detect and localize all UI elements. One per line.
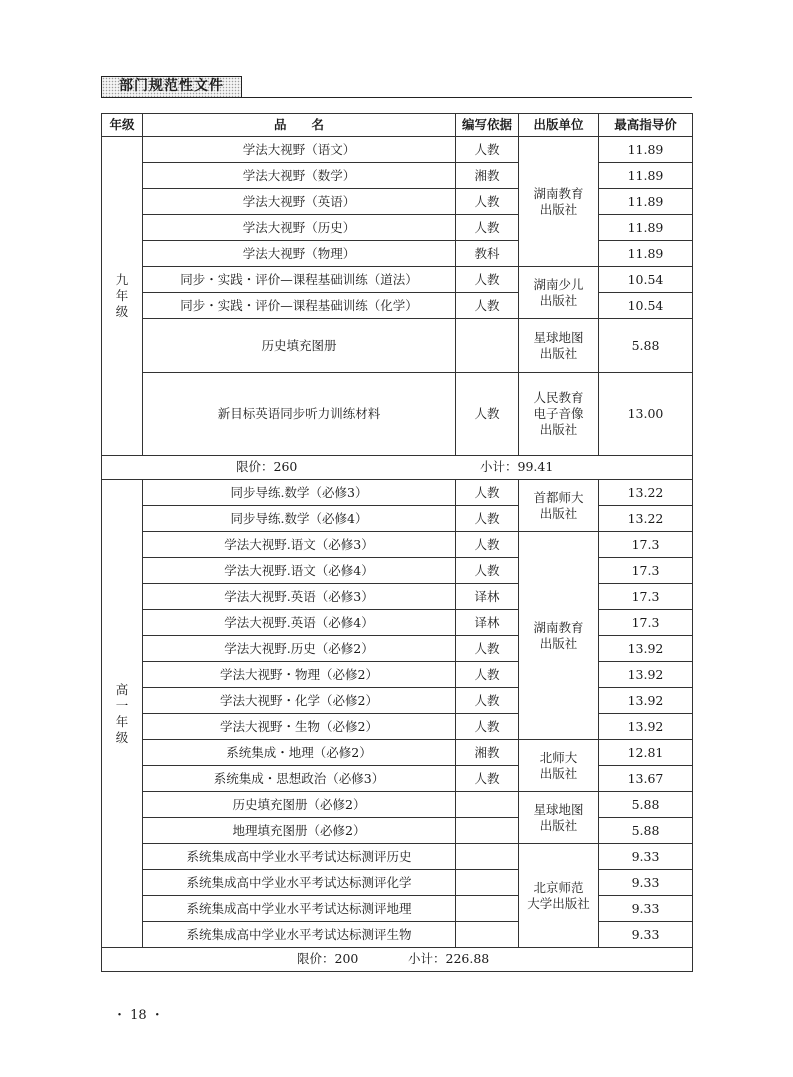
- item-basis: 人教: [456, 558, 519, 584]
- item-price: 13.92: [599, 636, 693, 662]
- item-basis: 译林: [456, 610, 519, 636]
- header-publisher: 出版单位: [519, 114, 599, 137]
- item-basis: 人教: [456, 373, 519, 456]
- item-price: 9.33: [599, 870, 693, 896]
- header-rule: [101, 97, 692, 98]
- table-row: [102, 766, 693, 792]
- item-price: 9.33: [599, 896, 693, 922]
- item-price: 13.00: [599, 373, 693, 456]
- table-row: [102, 506, 693, 532]
- item-name: 历史填充图册: [143, 319, 456, 373]
- item-price: 10.54: [599, 267, 693, 293]
- item-name: 学法大视野（英语）: [143, 189, 456, 215]
- item-basis: [456, 792, 519, 818]
- item-basis: 湘教: [456, 740, 519, 766]
- item-basis: 教科: [456, 241, 519, 267]
- item-basis: 人教: [456, 766, 519, 792]
- item-basis: 人教: [456, 267, 519, 293]
- item-price: 9.33: [599, 922, 693, 948]
- table-row: [102, 662, 693, 688]
- item-price: 9.33: [599, 844, 693, 870]
- item-name: 同步导练.数学（必修3）: [143, 480, 456, 506]
- table-row: [102, 818, 693, 844]
- item-basis: [456, 870, 519, 896]
- item-basis: [456, 922, 519, 948]
- item-price: 11.89: [599, 137, 693, 163]
- summary-row: [102, 456, 693, 480]
- item-price: 5.88: [599, 818, 693, 844]
- item-name: 学法大视野.历史（必修2）: [143, 636, 456, 662]
- table-row: [102, 610, 693, 636]
- item-name: 同步・实践・评价—课程基础训练（化学）: [143, 293, 456, 319]
- publisher-cell: 首都师大 出版社: [519, 480, 599, 532]
- table-row: [102, 532, 693, 558]
- table-row: [102, 870, 693, 896]
- item-basis: 人教: [456, 137, 519, 163]
- item-name: 地理填充图册（必修2）: [143, 818, 456, 844]
- table-row: [102, 267, 693, 293]
- table-row: [102, 137, 693, 163]
- publisher-cell: 湖南教育 出版社: [519, 532, 599, 740]
- table-row: [102, 319, 693, 373]
- item-name: 学法大视野・物理（必修2）: [143, 662, 456, 688]
- item-name: 学法大视野（语文）: [143, 137, 456, 163]
- table-row: [102, 714, 693, 740]
- item-basis: 人教: [456, 688, 519, 714]
- item-price: 5.88: [599, 792, 693, 818]
- item-name: 系统集成高中学业水平考试达标测评化学: [143, 870, 456, 896]
- item-name: 系统集成高中学业水平考试达标测评地理: [143, 896, 456, 922]
- summary-cell: [102, 456, 693, 480]
- item-price: 13.67: [599, 766, 693, 792]
- item-basis: 译林: [456, 584, 519, 610]
- publisher-cell: 湖南教育 出版社: [519, 137, 599, 267]
- price-table: [101, 113, 693, 972]
- table-row: [102, 636, 693, 662]
- item-price: 13.92: [599, 662, 693, 688]
- grade-cell-tenth: 高 一 年 级: [102, 480, 143, 948]
- item-name: 新目标英语同步听力训练材料: [143, 373, 456, 456]
- item-price: 11.89: [599, 163, 693, 189]
- publisher-cell: 星球地图 出版社: [519, 319, 599, 373]
- item-price: 13.92: [599, 688, 693, 714]
- item-name: 学法大视野・生物（必修2）: [143, 714, 456, 740]
- item-basis: [456, 896, 519, 922]
- table-row: [102, 844, 693, 870]
- item-price: 17.3: [599, 584, 693, 610]
- item-basis: 人教: [456, 506, 519, 532]
- item-name: 学法大视野.语文（必修4）: [143, 558, 456, 584]
- subtotal-text: 小计：99.41: [480, 459, 554, 474]
- item-name: 学法大视野.语文（必修3）: [143, 532, 456, 558]
- item-basis: 人教: [456, 293, 519, 319]
- item-name: 系统集成高中学业水平考试达标测评生物: [143, 922, 456, 948]
- item-basis: 湘教: [456, 163, 519, 189]
- table-row: [102, 373, 693, 456]
- table-row: [102, 189, 693, 215]
- item-name: 学法大视野・化学（必修2）: [143, 688, 456, 714]
- table-row: [102, 896, 693, 922]
- item-price: 13.92: [599, 714, 693, 740]
- item-name: 学法大视野（历史）: [143, 215, 456, 241]
- item-name: 系统集成・思想政治（必修3）: [143, 766, 456, 792]
- table-row: [102, 688, 693, 714]
- item-price: 5.88: [599, 319, 693, 373]
- item-basis: 人教: [456, 662, 519, 688]
- item-price: 13.22: [599, 506, 693, 532]
- publisher-cell: 北京师范 大学出版社: [519, 844, 599, 948]
- item-name: 历史填充图册（必修2）: [143, 792, 456, 818]
- header-basis: 编写依据: [456, 114, 519, 137]
- table-row: [102, 215, 693, 241]
- item-name: 系统集成高中学业水平考试达标测评历史: [143, 844, 456, 870]
- item-price: 17.3: [599, 532, 693, 558]
- header-price: 最高指导价: [599, 114, 693, 137]
- grade-cell-ninth: 九 年 级: [102, 137, 143, 456]
- item-basis: [456, 844, 519, 870]
- item-price: 17.3: [599, 558, 693, 584]
- item-name: 学法大视野（物理）: [143, 241, 456, 267]
- table-row: [102, 922, 693, 948]
- item-price: 11.89: [599, 241, 693, 267]
- item-price: 13.22: [599, 480, 693, 506]
- table-row: [102, 480, 693, 506]
- publisher-cell: 星球地图 出版社: [519, 792, 599, 844]
- item-name: 学法大视野.英语（必修3）: [143, 584, 456, 610]
- item-name: 学法大视野（数学）: [143, 163, 456, 189]
- header-name: 品 名: [143, 114, 456, 137]
- table-row: [102, 584, 693, 610]
- item-price: 10.54: [599, 293, 693, 319]
- table-row: [102, 792, 693, 818]
- page-number: ・ 18 ・: [113, 1008, 164, 1023]
- publisher-cell: 湖南少儿 出版社: [519, 267, 599, 319]
- summary-cell: [102, 948, 693, 972]
- item-price: 17.3: [599, 610, 693, 636]
- item-price: 11.89: [599, 215, 693, 241]
- table-row: [102, 241, 693, 267]
- table-row: [102, 163, 693, 189]
- item-basis: 人教: [456, 636, 519, 662]
- table-row: [102, 558, 693, 584]
- item-name: 同步・实践・评价—课程基础训练（道法）: [143, 267, 456, 293]
- item-basis: [456, 818, 519, 844]
- table-row: [102, 740, 693, 766]
- publisher-cell: 人民教育 电子音像 出版社: [519, 373, 599, 456]
- header-grade: 年级: [102, 114, 143, 137]
- item-basis: 人教: [456, 532, 519, 558]
- item-price: 12.81: [599, 740, 693, 766]
- limit-text: 限价：200: [297, 951, 359, 966]
- table-header-row: [102, 114, 693, 137]
- item-basis: [456, 319, 519, 373]
- item-name: 学法大视野.英语（必修4）: [143, 610, 456, 636]
- section-tag: 部门规范性文件: [101, 76, 242, 98]
- item-basis: 人教: [456, 189, 519, 215]
- item-price: 11.89: [599, 189, 693, 215]
- summary-row: [102, 948, 693, 972]
- item-basis: 人教: [456, 714, 519, 740]
- publisher-cell: 北师大 出版社: [519, 740, 599, 792]
- limit-text: 限价：260: [236, 459, 298, 474]
- item-basis: 人教: [456, 480, 519, 506]
- subtotal-text: 小计：226.88: [408, 951, 490, 966]
- item-name: 同步导练.数学（必修4）: [143, 506, 456, 532]
- table-row: [102, 293, 693, 319]
- item-basis: 人教: [456, 215, 519, 241]
- item-name: 系统集成・地理（必修2）: [143, 740, 456, 766]
